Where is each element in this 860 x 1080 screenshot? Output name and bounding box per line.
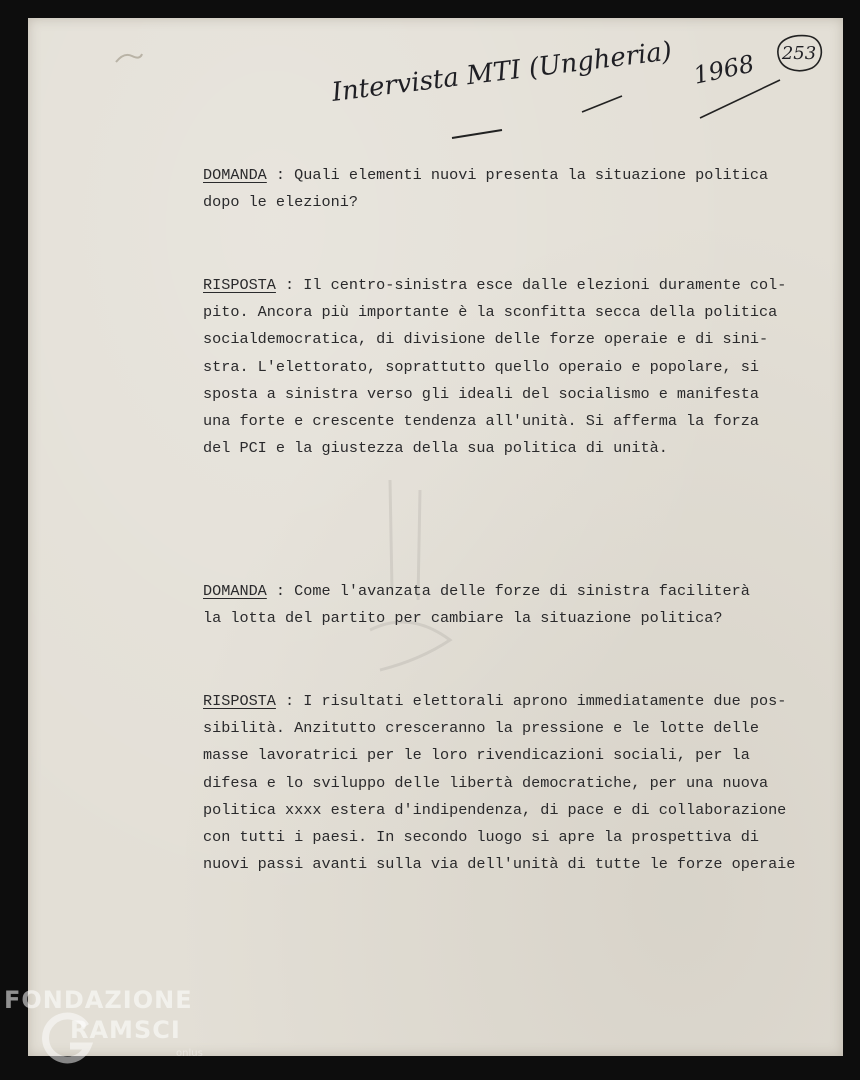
question-text-continuation: la lotta del partito per cambiare la situazione politica?: [203, 609, 723, 628]
answer-label: RISPOSTA: [203, 692, 276, 710]
question-text-first-line: : Come l'avanzata delle forze di sinistra faciliterà: [266, 582, 750, 600]
answer-block-2: [203, 688, 833, 878]
answer-text-continuation: sibilità. Anzitutto cresceranno la pressione e le lotte delle masse lavoratrici per le loro rivendicazioni sociali, per la difesa e lo sviluppo delle libertà democratiche, per una nuova politica xxxx estera d'indipendenza, di pace e di collaborazione con tutti i paesi. In secondo luogo si apre la prospettiva di nuovi passi avanti sulla via dell'unità di tutte le forze operaie: [203, 719, 796, 874]
logo-suffix: onlus: [176, 1048, 203, 1059]
question-text-first-line: : Quali elementi nuovi presenta la situazione politica: [266, 166, 769, 184]
logo-text-line1: FONDAZIONE: [4, 986, 193, 1014]
bleed-through-marks: [330, 470, 500, 680]
logo-text-line2: RAMSCI: [70, 1016, 181, 1044]
answer-label: RISPOSTA: [203, 276, 276, 294]
answer-text-first-line: : Il centro-sinistra esce dalle elezioni duramente col-: [275, 276, 787, 294]
question-text-continuation: dopo le elezioni?: [203, 193, 358, 212]
answer-text-continuation: pito. Ancora più importante è la sconfitta secca della politica socialdemocratica, di divisione delle forze operaie e di sini- stra. L'elettorato, soprattutto quello operaio e popolare, si sposta a sinistra verso gli ideali del socialismo e manifesta una forte e crescente tendenza all'unità. Si afferma la forza del PCI e la giustezza della sua politica di unità.: [203, 303, 778, 458]
fondazione-gramsci-logo: [4, 986, 224, 1080]
paper-stain: [114, 48, 144, 68]
handwritten-title: Intervista MTI (Ungheria): [330, 36, 674, 108]
answer-block-1: [203, 272, 833, 462]
handwritten-page-number: 253: [781, 43, 817, 64]
handwritten-year: 1968: [691, 49, 757, 90]
question-label: DOMANDA: [203, 166, 267, 184]
question-label: DOMANDA: [203, 582, 267, 600]
answer-text-first-line: : I risultati elettorali aprono immediatamente due pos-: [275, 692, 787, 710]
question-block-2: [203, 578, 833, 632]
question-block-1: [203, 162, 833, 216]
